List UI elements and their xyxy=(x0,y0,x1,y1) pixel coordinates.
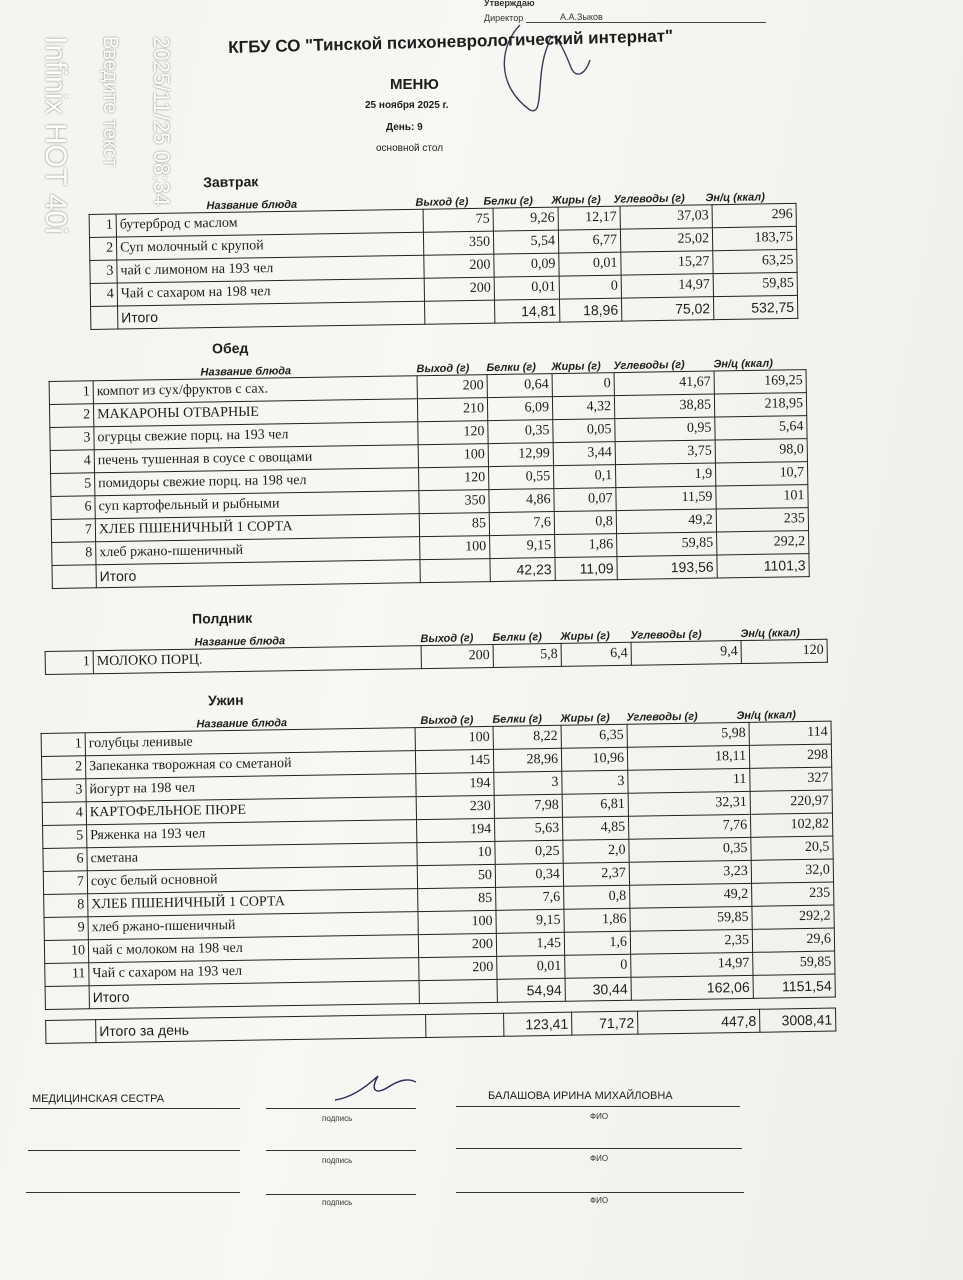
device-watermark: Infinix HOT 40i xyxy=(39,36,72,234)
dish-yield: 210 xyxy=(417,398,487,422)
total-idx xyxy=(91,306,118,329)
dish-yield: 350 xyxy=(423,231,493,255)
col-protein: Белки (г) xyxy=(492,631,542,644)
dish-carbs: 2,35 xyxy=(630,929,752,954)
col-fat: Жиры (г) xyxy=(551,360,601,374)
row-number: 3 xyxy=(50,427,94,451)
dish-name: йогурт на 198 чел xyxy=(86,774,416,802)
total-energy: 1101,3 xyxy=(717,554,809,578)
dish-yield: 100 xyxy=(418,910,496,934)
dish-protein: 28,96 xyxy=(493,748,561,772)
fio-line-3 xyxy=(456,1192,744,1193)
total-label: Итого xyxy=(118,301,425,329)
total-protein: 14,81 xyxy=(494,299,559,323)
row-number: 9 xyxy=(44,917,88,941)
dish-carbs: 14,97 xyxy=(631,952,753,977)
dish-name: хлеб ржано-пшеничный xyxy=(96,537,420,565)
day-total-yield xyxy=(426,1013,504,1037)
approval-label: Утверждаю xyxy=(484,0,535,8)
dish-fat: 0 xyxy=(559,275,621,299)
dish-protein: 1,45 xyxy=(496,932,564,956)
row-number: 8 xyxy=(52,542,96,566)
dish-fat: 4,32 xyxy=(552,396,614,420)
role-line-2 xyxy=(28,1150,240,1151)
dish-name: помидоры свежие порц. на 198 чел xyxy=(95,468,419,496)
dish-protein: 12,99 xyxy=(488,443,553,467)
dish-name: Ряженка на 193 чел xyxy=(87,820,417,848)
dish-yield: 85 xyxy=(418,887,496,911)
col-protein: Белки (г) xyxy=(483,195,533,208)
lunch-table xyxy=(49,369,810,589)
dinner-section xyxy=(40,683,836,1044)
dish-yield: 200 xyxy=(424,277,494,301)
dish-energy: 5,64 xyxy=(715,416,807,440)
total-fat: 30,44 xyxy=(565,977,631,1001)
row-number: 6 xyxy=(43,848,87,872)
dish-carbs: 32,31 xyxy=(628,791,750,816)
row-number: 4 xyxy=(42,802,86,826)
dish-protein: 0,55 xyxy=(488,466,553,490)
dish-fat: 0,8 xyxy=(554,511,616,535)
col-protein: Белки (г) xyxy=(486,361,536,375)
dish-yield: 120 xyxy=(419,467,489,491)
dish-name: сметана xyxy=(87,843,417,871)
day-total-idx xyxy=(46,1020,96,1044)
dish-energy: 220,97 xyxy=(750,790,832,814)
dish-name: компот из сух/фруктов с сах. xyxy=(93,376,417,404)
total-protein: 54,94 xyxy=(497,978,565,1002)
dish-carbs: 59,85 xyxy=(617,532,717,557)
dish-yield: 200 xyxy=(417,375,487,399)
fio-caption-3: ФИО xyxy=(590,1196,609,1205)
col-fat: Жиры (г) xyxy=(560,630,610,643)
dish-name: МАКАРОНЫ ОТВАРНЫЕ xyxy=(93,399,417,427)
sign-caption-2: подпись xyxy=(322,1156,353,1165)
col-carbs: Углеводы (г) xyxy=(613,192,685,206)
dish-fat: 0 xyxy=(552,373,614,397)
dinner-table xyxy=(41,721,836,1010)
dish-protein: 8,22 xyxy=(493,725,561,749)
dish-energy: 327 xyxy=(750,767,832,791)
total-energy: 1151,54 xyxy=(753,974,835,998)
menu-day: День: 9 xyxy=(386,122,423,133)
dish-fat: 0 xyxy=(565,954,631,978)
dish-fat: 6,35 xyxy=(561,724,627,748)
dish-energy: 98,0 xyxy=(715,439,807,463)
dish-name: бутерброд с маслом xyxy=(116,209,423,237)
dish-fat: 2,37 xyxy=(563,862,629,886)
dish-yield: 230 xyxy=(416,795,494,819)
dish-carbs: 49,2 xyxy=(630,883,752,908)
dish-name: КАРТОФЕЛЬНОЕ ПЮРЕ xyxy=(86,797,416,825)
dish-energy: 235 xyxy=(752,882,834,906)
dish-name: ХЛЕБ ПШЕНИЧНЫЙ 1 СОРТА xyxy=(95,514,419,542)
dish-carbs: 37,03 xyxy=(620,205,712,229)
nurse-name: БАЛАШОВА ИРИНА МИХАЙЛОВНА xyxy=(488,1090,673,1102)
col-name: Название блюда xyxy=(194,635,286,649)
row-number: 1 xyxy=(41,733,85,757)
director-label: Директор xyxy=(484,13,524,23)
row-number: 1 xyxy=(89,214,116,237)
dish-protein: 0,25 xyxy=(495,840,563,864)
total-idx xyxy=(52,565,96,589)
dish-yield: 200 xyxy=(421,644,493,668)
dish-protein: 5,63 xyxy=(494,817,562,841)
row-number: 8 xyxy=(44,894,88,918)
dish-yield: 200 xyxy=(424,254,494,278)
menu-title: МЕНЮ xyxy=(390,76,439,93)
dish-fat: 2,0 xyxy=(563,839,629,863)
fio-caption-2: ФИО xyxy=(590,1154,609,1163)
dish-yield: 145 xyxy=(415,749,493,773)
dish-energy: 298 xyxy=(749,744,831,768)
total-label: Итого xyxy=(89,981,419,1009)
row-number: 5 xyxy=(43,825,87,849)
dish-name: чай с молоком на 198 чел xyxy=(88,935,418,963)
day-total-label: Итого за день xyxy=(96,1014,426,1042)
col-energy: Эн/ц (ккал) xyxy=(713,357,773,371)
row-number: 1 xyxy=(45,651,93,675)
dish-name: МОЛОКО ПОРЦ. xyxy=(93,646,421,674)
row-number: 7 xyxy=(51,519,95,543)
total-carbs: 75,02 xyxy=(621,297,713,321)
row-number: 3 xyxy=(90,260,117,283)
dish-name: суп картофельный и рыбными xyxy=(95,491,419,519)
col-protein: Белки (г) xyxy=(492,713,542,726)
lunch-section xyxy=(48,331,810,589)
dish-carbs: 49,2 xyxy=(616,509,716,534)
dish-yield: 100 xyxy=(418,444,488,468)
dish-yield: 100 xyxy=(415,726,493,750)
dish-yield: 10 xyxy=(417,841,495,865)
fio-line-1 xyxy=(456,1106,740,1107)
total-idx xyxy=(45,986,89,1010)
dish-name: огурцы свежие порц. на 193 чел xyxy=(94,422,418,450)
dish-protein: 4,86 xyxy=(489,489,554,513)
col-energy: Эн/ц (ккал) xyxy=(736,709,796,723)
day-total-carbs: 447,8 xyxy=(638,1009,760,1034)
dish-energy: 292,2 xyxy=(752,905,834,929)
dish-fat: 10,96 xyxy=(561,747,627,771)
dish-fat: 0,1 xyxy=(553,465,615,489)
dish-yield: 194 xyxy=(417,818,495,842)
dish-energy: 218,95 xyxy=(714,393,806,417)
day-total-protein: 123,41 xyxy=(504,1012,572,1036)
dish-carbs: 38,85 xyxy=(614,394,714,419)
dish-protein: 6,09 xyxy=(487,397,552,421)
dish-energy: 169,25 xyxy=(714,370,806,394)
dish-fat: 1,86 xyxy=(564,908,630,932)
dish-protein: 7,6 xyxy=(496,886,564,910)
dish-energy: 120 xyxy=(741,639,827,663)
dish-energy: 59,85 xyxy=(753,951,835,975)
dish-protein: 0,35 xyxy=(488,420,553,444)
dish-protein: 0,64 xyxy=(487,374,552,398)
dish-protein: 9,15 xyxy=(496,909,564,933)
row-number: 2 xyxy=(41,756,85,780)
dish-name: соус белый основной xyxy=(87,866,417,894)
col-yield: Выход (г) xyxy=(416,362,470,376)
total-yield xyxy=(425,300,495,324)
dish-carbs: 1,9 xyxy=(615,463,715,488)
col-yield: Выход (г) xyxy=(415,196,469,209)
col-yield: Выход (г) xyxy=(420,632,474,646)
dinner-title: Ужин xyxy=(207,691,244,709)
dish-energy: 235 xyxy=(716,508,808,532)
dish-energy: 102,82 xyxy=(750,813,832,837)
dish-protein: 5,54 xyxy=(493,230,558,254)
dish-carbs: 0,35 xyxy=(629,837,751,862)
dish-name: ХЛЕБ ПШЕНИЧНЫЙ 1 СОРТА xyxy=(88,889,418,917)
dish-yield: 75 xyxy=(423,208,493,232)
dish-energy: 296 xyxy=(712,203,796,227)
dish-yield: 200 xyxy=(419,956,497,980)
dish-protein: 0,34 xyxy=(495,863,563,887)
dish-name: чай с лимоном на 193 чел xyxy=(117,255,424,283)
dish-carbs: 3,23 xyxy=(629,860,751,885)
nurse-role: МЕДИЦИНСКАЯ СЕСТРА xyxy=(32,1093,165,1105)
col-name: Название блюда xyxy=(196,717,288,731)
dish-carbs: 3,75 xyxy=(615,440,715,465)
dish-fat: 1,6 xyxy=(564,931,630,955)
lunch-title: Обед xyxy=(211,339,249,357)
row-number: 7 xyxy=(43,871,87,895)
col-carbs: Углеводы (г) xyxy=(613,359,685,373)
row-number: 10 xyxy=(44,940,88,964)
dish-protein: 9,26 xyxy=(493,207,558,231)
dish-energy: 20,5 xyxy=(751,836,833,860)
dish-yield: 85 xyxy=(419,513,489,537)
dish-name: Суп молочный с крупой xyxy=(116,232,423,260)
row-number: 2 xyxy=(89,237,116,260)
dish-carbs: 7,76 xyxy=(628,814,750,839)
dish-protein: 9,15 xyxy=(490,535,555,559)
dish-name: голубцы ленивые xyxy=(85,728,415,756)
dish-name: печень тушенная в соусе с овощами xyxy=(94,445,418,473)
dish-protein: 0,09 xyxy=(494,253,559,277)
sign-line-3 xyxy=(266,1194,416,1195)
row-number: 6 xyxy=(51,496,95,520)
fio-caption-1: ФИО xyxy=(590,1112,609,1121)
breakfast-section xyxy=(88,165,798,330)
sign-caption-1: подпись xyxy=(322,1114,353,1123)
dish-protein: 7,98 xyxy=(494,794,562,818)
dish-energy: 292,2 xyxy=(717,531,809,555)
col-fat: Жиры (г) xyxy=(551,193,601,207)
dish-fat: 12,17 xyxy=(558,206,620,230)
dish-fat: 6,77 xyxy=(558,229,620,253)
dish-energy: 63,25 xyxy=(713,249,797,273)
dish-fat: 0,07 xyxy=(554,488,616,512)
dish-protein: 0,01 xyxy=(494,276,559,300)
col-energy: Эн/ц (ккал) xyxy=(740,627,800,641)
dish-fat: 3 xyxy=(562,770,628,794)
snack-section xyxy=(44,600,841,674)
dish-fat: 1,86 xyxy=(555,534,617,558)
text-prompt-watermark: Введите текст xyxy=(99,36,121,168)
col-carbs: Углеводы (г) xyxy=(630,628,702,642)
dish-carbs: 15,27 xyxy=(621,251,713,275)
total-carbs: 193,56 xyxy=(617,555,717,580)
dish-fat: 0,05 xyxy=(553,419,615,443)
col-energy: Эн/ц (ккал) xyxy=(705,191,765,205)
total-yield xyxy=(420,559,490,583)
total-fat: 11,09 xyxy=(555,557,617,581)
day-total-energy: 3008,41 xyxy=(760,1008,836,1032)
dish-fat: 0,01 xyxy=(559,252,621,276)
dish-protein: 0,01 xyxy=(497,955,565,979)
day-total-fat: 71,72 xyxy=(572,1011,638,1035)
dish-energy: 32,0 xyxy=(751,859,833,883)
dish-fat: 3,44 xyxy=(553,442,615,466)
total-protein: 42,23 xyxy=(490,558,555,582)
dish-yield: 350 xyxy=(419,490,489,514)
dish-yield: 200 xyxy=(418,933,496,957)
sign-caption-3: подпись xyxy=(322,1198,353,1207)
row-number: 4 xyxy=(90,283,117,306)
dish-protein: 5,8 xyxy=(493,643,561,667)
total-energy: 532,75 xyxy=(713,295,797,319)
snack-title: Полдник xyxy=(191,609,253,627)
col-fat: Жиры (г) xyxy=(560,712,610,725)
row-number: 4 xyxy=(50,450,94,474)
dish-energy: 114 xyxy=(749,721,831,745)
row-number: 5 xyxy=(51,473,95,497)
row-number: 3 xyxy=(42,779,86,803)
col-carbs: Углеводы (г) xyxy=(626,710,698,724)
dish-fat: 4,85 xyxy=(562,816,628,840)
col-name: Название блюда xyxy=(200,365,292,379)
role-line xyxy=(30,1108,240,1109)
dish-name: Чай с сахаром на 198 чел xyxy=(117,278,424,306)
table-type: основной стол xyxy=(376,143,444,154)
dish-energy: 59,85 xyxy=(713,272,797,296)
dish-energy: 29,6 xyxy=(752,928,834,952)
dish-energy: 183,75 xyxy=(712,226,796,250)
dish-fat: 0,8 xyxy=(564,885,630,909)
breakfast-table xyxy=(89,203,799,330)
dish-yield: 194 xyxy=(416,772,494,796)
dish-yield: 120 xyxy=(418,421,488,445)
role-line-3 xyxy=(26,1192,240,1193)
dish-protein: 3 xyxy=(494,771,562,795)
row-number: 11 xyxy=(45,963,89,987)
total-fat: 18,96 xyxy=(559,298,621,322)
sign-line-2 xyxy=(266,1150,416,1151)
director-name: А.А.Зыков xyxy=(560,12,603,22)
dish-carbs: 11,59 xyxy=(616,486,716,511)
col-yield: Выход (г) xyxy=(420,714,474,728)
dish-yield: 50 xyxy=(417,864,495,888)
day-total-row xyxy=(46,1008,836,1043)
dish-carbs: 14,97 xyxy=(621,274,713,298)
menu-date: 25 ноября 2025 г. xyxy=(365,100,449,111)
dish-name: Чай с сахаром на 193 чел xyxy=(89,958,419,986)
nurse-signature xyxy=(330,1068,420,1108)
row-number: 1 xyxy=(49,381,93,405)
dish-yield: 100 xyxy=(420,536,490,560)
dish-name: хлеб ржано-пшеничный xyxy=(88,912,418,940)
dish-carbs: 25,02 xyxy=(620,228,712,252)
row-number: 2 xyxy=(49,404,93,428)
dish-carbs: 11 xyxy=(628,768,750,793)
director-signature xyxy=(490,5,600,120)
timestamp-watermark: 2025/11/25 08:34 xyxy=(149,36,174,206)
breakfast-title: Завтрак xyxy=(202,173,259,191)
sign-line-1 xyxy=(266,1108,416,1109)
dish-carbs: 18,11 xyxy=(627,745,749,770)
organization-name: КГБУ СО "Тинской психоневрологический интернат" xyxy=(228,26,674,57)
day-total-table xyxy=(45,1008,836,1044)
dish-fat: 6,4 xyxy=(561,642,631,666)
dish-carbs: 9,4 xyxy=(631,641,741,666)
dish-fat: 6,81 xyxy=(562,793,628,817)
dish-energy: 101 xyxy=(716,485,808,509)
col-name: Название блюда xyxy=(206,198,298,213)
dish-carbs: 59,85 xyxy=(630,906,752,931)
dish-energy: 10,7 xyxy=(715,462,807,486)
total-yield xyxy=(419,979,497,1003)
dish-carbs: 5,98 xyxy=(627,722,749,747)
dish-carbs: 41,67 xyxy=(614,371,714,396)
total-label: Итого xyxy=(96,560,420,588)
dish-protein: 7,6 xyxy=(489,512,554,536)
dish-carbs: 0,95 xyxy=(615,417,715,442)
fio-line-2 xyxy=(456,1148,742,1149)
total-carbs: 162,06 xyxy=(631,975,753,1000)
dish-name: Запеканка творожная со сметаной xyxy=(85,751,415,779)
